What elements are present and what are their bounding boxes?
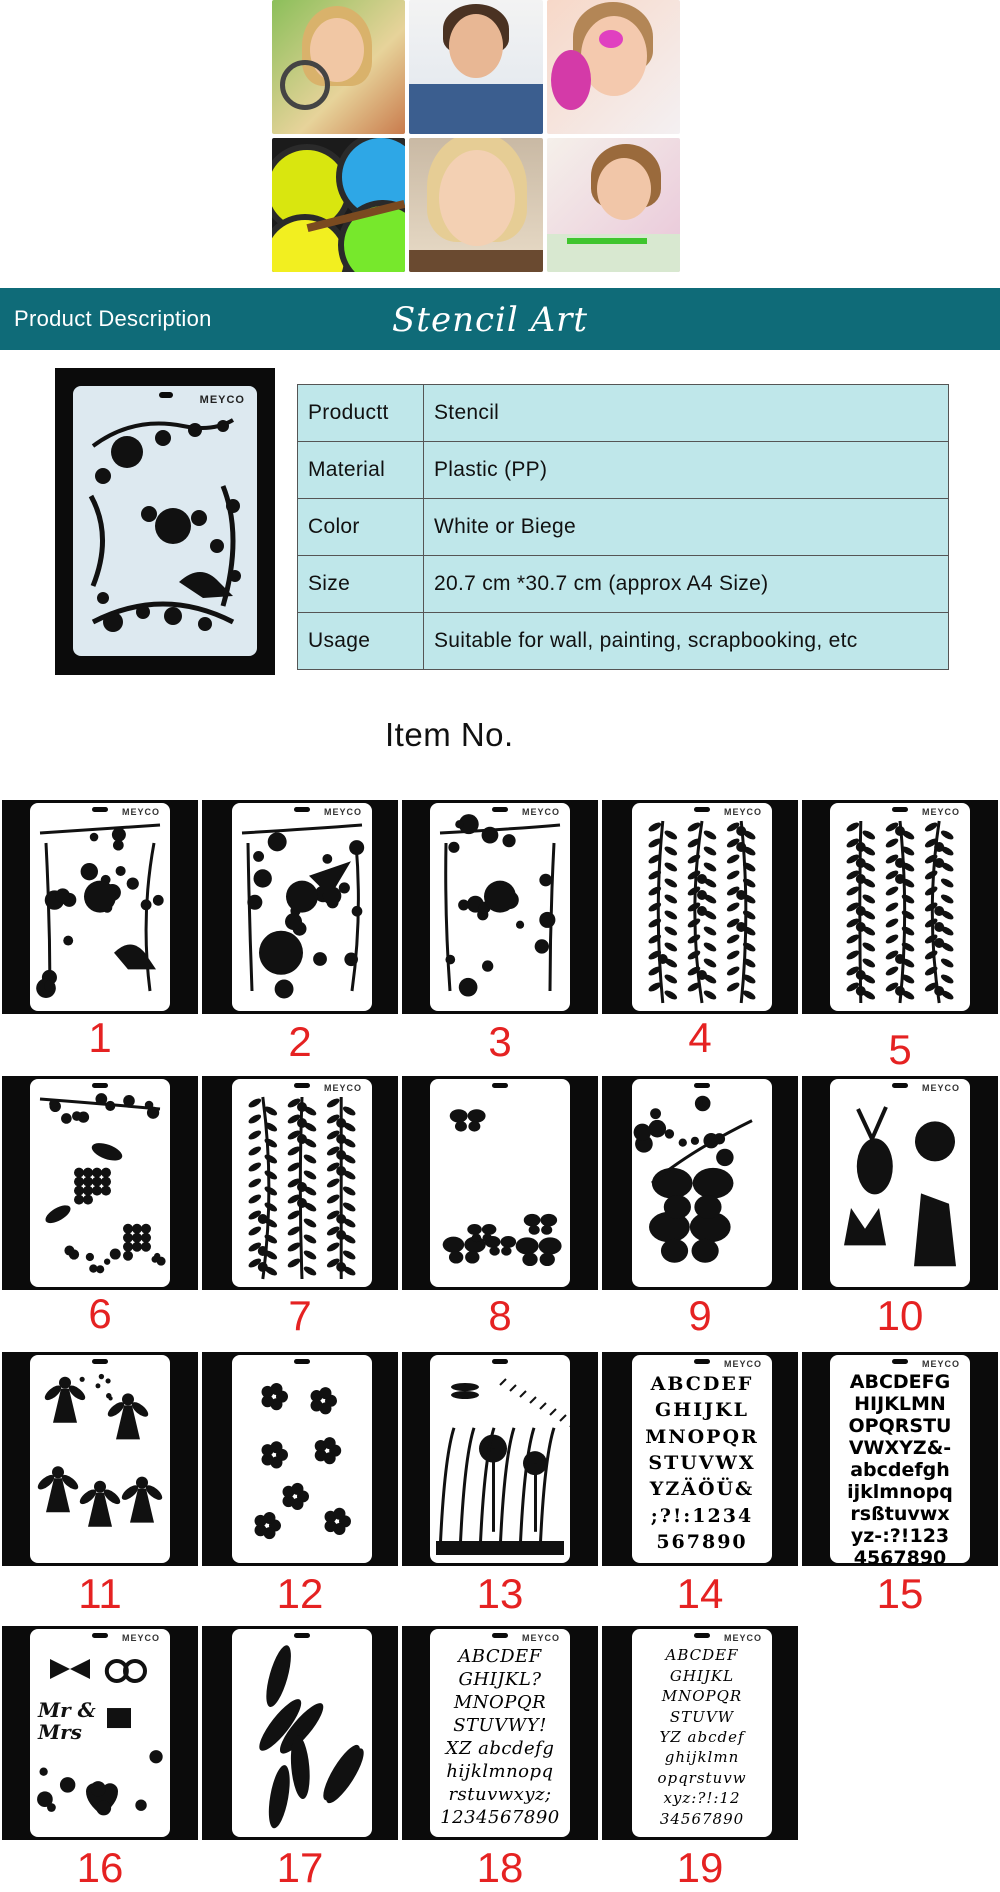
photo-collage bbox=[272, 0, 680, 272]
flowers-bird-motif bbox=[30, 803, 170, 1011]
item-number: 11 bbox=[78, 1570, 122, 1617]
brand-label: MEYCO bbox=[521, 807, 560, 817]
stencil-sheet bbox=[430, 1629, 570, 1837]
alphabet-line: MNOPQR bbox=[453, 1692, 547, 1713]
brand-label: MEYCO bbox=[323, 807, 362, 817]
stencil-sheet bbox=[830, 1079, 970, 1287]
alphabet-line: xyz:?!:12 bbox=[663, 1789, 741, 1808]
alphabet-line: GHIJKL? bbox=[458, 1669, 542, 1690]
item-number: 4 bbox=[688, 1014, 712, 1061]
stencil-item bbox=[402, 800, 598, 1014]
stencil-item bbox=[802, 800, 998, 1014]
item-number: 7 bbox=[288, 1292, 312, 1339]
stencil-item bbox=[2, 1076, 198, 1290]
stencil-sheet bbox=[30, 803, 170, 1011]
item-number: 1 bbox=[88, 1014, 112, 1061]
fairies-motif bbox=[30, 1355, 170, 1563]
stencil-sheet bbox=[632, 803, 772, 1011]
brand-label: MEYCO bbox=[323, 1083, 362, 1093]
brand-label: MEYCO bbox=[121, 807, 160, 817]
item-number: 16 bbox=[76, 1844, 124, 1891]
stencil-sheet bbox=[232, 1355, 372, 1563]
stencil-sheet bbox=[632, 1079, 772, 1287]
item-number: 18 bbox=[476, 1844, 524, 1891]
stencil-item bbox=[602, 800, 798, 1014]
item-number: 13 bbox=[476, 1570, 524, 1617]
stencil-sheet bbox=[30, 1355, 170, 1563]
alphabet-line: ABCDEF bbox=[665, 1646, 739, 1665]
alphabet-line: ABCDEFG bbox=[849, 1371, 951, 1393]
grapes-motif bbox=[30, 1079, 170, 1287]
item-number: 5 bbox=[888, 1026, 912, 1073]
item-number: 10 bbox=[876, 1292, 924, 1339]
alphabet-line: XZ abcdefg bbox=[445, 1738, 555, 1759]
stencil-item bbox=[202, 1076, 398, 1290]
floral-bird-motif bbox=[73, 386, 257, 656]
alphabet-line: 1234567890 bbox=[440, 1807, 560, 1828]
product-image bbox=[55, 368, 275, 675]
spec-key: Productt bbox=[298, 385, 424, 442]
item-number: 9 bbox=[688, 1292, 712, 1339]
item-number: 8 bbox=[488, 1292, 512, 1339]
spec-key: Material bbox=[298, 442, 424, 499]
alphabet-line: YZ abcdef bbox=[659, 1727, 745, 1746]
item-number: 6 bbox=[88, 1290, 112, 1337]
spec-row bbox=[298, 385, 949, 442]
photo-girl-smiling bbox=[409, 138, 542, 272]
stencil-sheet bbox=[232, 1629, 372, 1837]
alphabet-line: GHIJKL bbox=[669, 1666, 735, 1685]
floral-columns-motif bbox=[830, 803, 970, 1011]
brand-label: MEYCO bbox=[199, 394, 245, 406]
stencil-item bbox=[802, 1352, 998, 1566]
alphabet-lines bbox=[438, 1645, 562, 1829]
stencil-item bbox=[2, 800, 198, 1014]
alphabet-line: MNOPQR bbox=[661, 1687, 743, 1706]
stencil-sheet bbox=[830, 1355, 970, 1566]
stencil-sheet bbox=[30, 1629, 170, 1837]
flowers-motif bbox=[232, 1355, 372, 1563]
photo-paint-pots bbox=[272, 138, 405, 272]
spec-value: Plastic (PP) bbox=[424, 442, 949, 499]
stencil-sheet bbox=[30, 1079, 170, 1287]
stencil-sheet bbox=[232, 803, 372, 1011]
hang-hole bbox=[892, 1359, 908, 1364]
banner-left-label: Product Description bbox=[14, 306, 212, 331]
alphabet-line: VWXYZ&- bbox=[848, 1437, 952, 1459]
stencil-item bbox=[2, 1626, 198, 1840]
stencil-item bbox=[202, 1626, 398, 1840]
hang-hole bbox=[159, 392, 173, 398]
spec-value: Suitable for wall, painting, scrapbooking, etc bbox=[424, 613, 949, 670]
alphabet-line: 34567890 bbox=[659, 1809, 745, 1828]
stencil-item bbox=[402, 1626, 598, 1840]
butterflies-motif bbox=[430, 1079, 570, 1287]
alphabet-lines bbox=[640, 1645, 764, 1829]
alphabet-line: YZÄÖÜ& bbox=[649, 1478, 755, 1501]
spec-row bbox=[298, 556, 949, 613]
hang-hole bbox=[694, 1359, 710, 1364]
spec-key: Size bbox=[298, 556, 424, 613]
stencil-item bbox=[602, 1076, 798, 1290]
alphabet-line: 567890 bbox=[656, 1530, 748, 1553]
stencil-sheet bbox=[632, 1355, 772, 1563]
spec-value: 20.7 cm *30.7 cm (approx A4 Size) bbox=[424, 556, 949, 613]
brand-label: MEYCO bbox=[723, 1359, 762, 1369]
alphabet-line: HIJKLMN bbox=[854, 1393, 946, 1415]
alphabet-line: rstuvwxyz; bbox=[448, 1784, 552, 1805]
stencil-sheet bbox=[232, 1079, 372, 1287]
item-number: 15 bbox=[876, 1570, 924, 1617]
butterfly-flowers-motif bbox=[632, 1079, 772, 1287]
alphabet-line: 4567890 bbox=[853, 1547, 947, 1566]
spec-row bbox=[298, 613, 949, 670]
brand-label: MEYCO bbox=[723, 807, 762, 817]
spec-table bbox=[297, 384, 949, 670]
hang-hole bbox=[492, 1633, 508, 1638]
item-number: 12 bbox=[276, 1570, 324, 1617]
brand-label: MEYCO bbox=[921, 807, 960, 817]
item-number-heading: Item No. bbox=[385, 716, 514, 753]
stencil-catalog-grid bbox=[0, 800, 1000, 1891]
ivy-motif bbox=[232, 1079, 372, 1287]
stencil-item bbox=[802, 1076, 998, 1290]
hang-hole bbox=[694, 1633, 710, 1638]
alphabet-line: hijklmnopq bbox=[446, 1761, 554, 1782]
stencil-item bbox=[602, 1626, 798, 1840]
spec-key: Color bbox=[298, 499, 424, 556]
photo-girl-magnifier bbox=[272, 0, 405, 134]
spec-value: Stencil bbox=[424, 385, 949, 442]
alphabet-line: MNOPQR bbox=[645, 1425, 759, 1448]
alphabet-line: STUVW bbox=[669, 1707, 735, 1726]
alphabet-line: ijklmnopq bbox=[847, 1481, 953, 1503]
alphabet-lines bbox=[838, 1371, 962, 1566]
dandelion-dragonfly-motif bbox=[430, 1355, 570, 1563]
photo-boy-book bbox=[409, 0, 542, 134]
script-text: Mr & Mrs bbox=[38, 1698, 96, 1744]
deer-crown-lion-motif bbox=[830, 1079, 970, 1287]
alphabet-line: abcdefgh bbox=[850, 1459, 950, 1481]
alphabet-lines bbox=[640, 1371, 764, 1555]
alphabet-line: ABCDEF bbox=[458, 1646, 542, 1667]
hummingbird-hibiscus-motif bbox=[232, 803, 372, 1011]
alphabet-line: GHIJKL bbox=[655, 1399, 749, 1422]
stencil-sheet bbox=[830, 803, 970, 1011]
description-banner bbox=[0, 288, 1000, 350]
stencil-item bbox=[402, 1352, 598, 1566]
spec-key: Usage bbox=[298, 613, 424, 670]
spec-value: White or Biege bbox=[424, 499, 949, 556]
stencil-item bbox=[202, 800, 398, 1014]
alphabet-line: OPQRSTU bbox=[848, 1415, 952, 1437]
stencil-sheet bbox=[632, 1629, 772, 1837]
alphabet-line: ghijklmn bbox=[664, 1748, 740, 1767]
item-number: 19 bbox=[676, 1844, 724, 1891]
alphabet-line: STUVWY! bbox=[453, 1715, 547, 1736]
item-number: 2 bbox=[288, 1018, 312, 1065]
stencil-sheet bbox=[430, 1355, 570, 1563]
stencil-item bbox=[202, 1352, 398, 1566]
alphabet-line: ABCDEF bbox=[650, 1373, 754, 1396]
brand-label: MEYCO bbox=[921, 1359, 960, 1369]
spec-row bbox=[298, 499, 949, 556]
photo-girl-painting bbox=[547, 138, 680, 272]
alphabet-line: ;?!:1234 bbox=[650, 1504, 754, 1527]
item-number: 3 bbox=[488, 1018, 512, 1065]
photo-girl-facepaint bbox=[547, 0, 680, 134]
alphabet-line: rsßtuvwx bbox=[850, 1503, 950, 1525]
alphabet-line: yz-:?!123 bbox=[850, 1525, 950, 1547]
alphabet-line: STUVWX bbox=[648, 1451, 756, 1474]
product-stencil-sheet bbox=[73, 386, 257, 656]
roses-motif bbox=[430, 803, 570, 1011]
brand-label: MEYCO bbox=[521, 1633, 560, 1643]
item-number: 17 bbox=[276, 1844, 324, 1891]
spec-row bbox=[298, 442, 949, 499]
stencil-item bbox=[2, 1352, 198, 1566]
stencil-item bbox=[402, 1076, 598, 1290]
alphabet-line: opqrstuvw bbox=[657, 1768, 747, 1787]
stencil-item bbox=[602, 1352, 798, 1566]
banner-title: Stencil Art bbox=[392, 300, 589, 340]
feathers-motif bbox=[232, 1629, 372, 1837]
stencil-sheet bbox=[430, 803, 570, 1011]
brand-label: MEYCO bbox=[121, 1633, 160, 1643]
brand-label: MEYCO bbox=[921, 1083, 960, 1093]
item-number: 14 bbox=[676, 1570, 724, 1617]
brand-label: MEYCO bbox=[723, 1633, 762, 1643]
borders-motif bbox=[632, 803, 772, 1011]
stencil-sheet bbox=[430, 1079, 570, 1287]
